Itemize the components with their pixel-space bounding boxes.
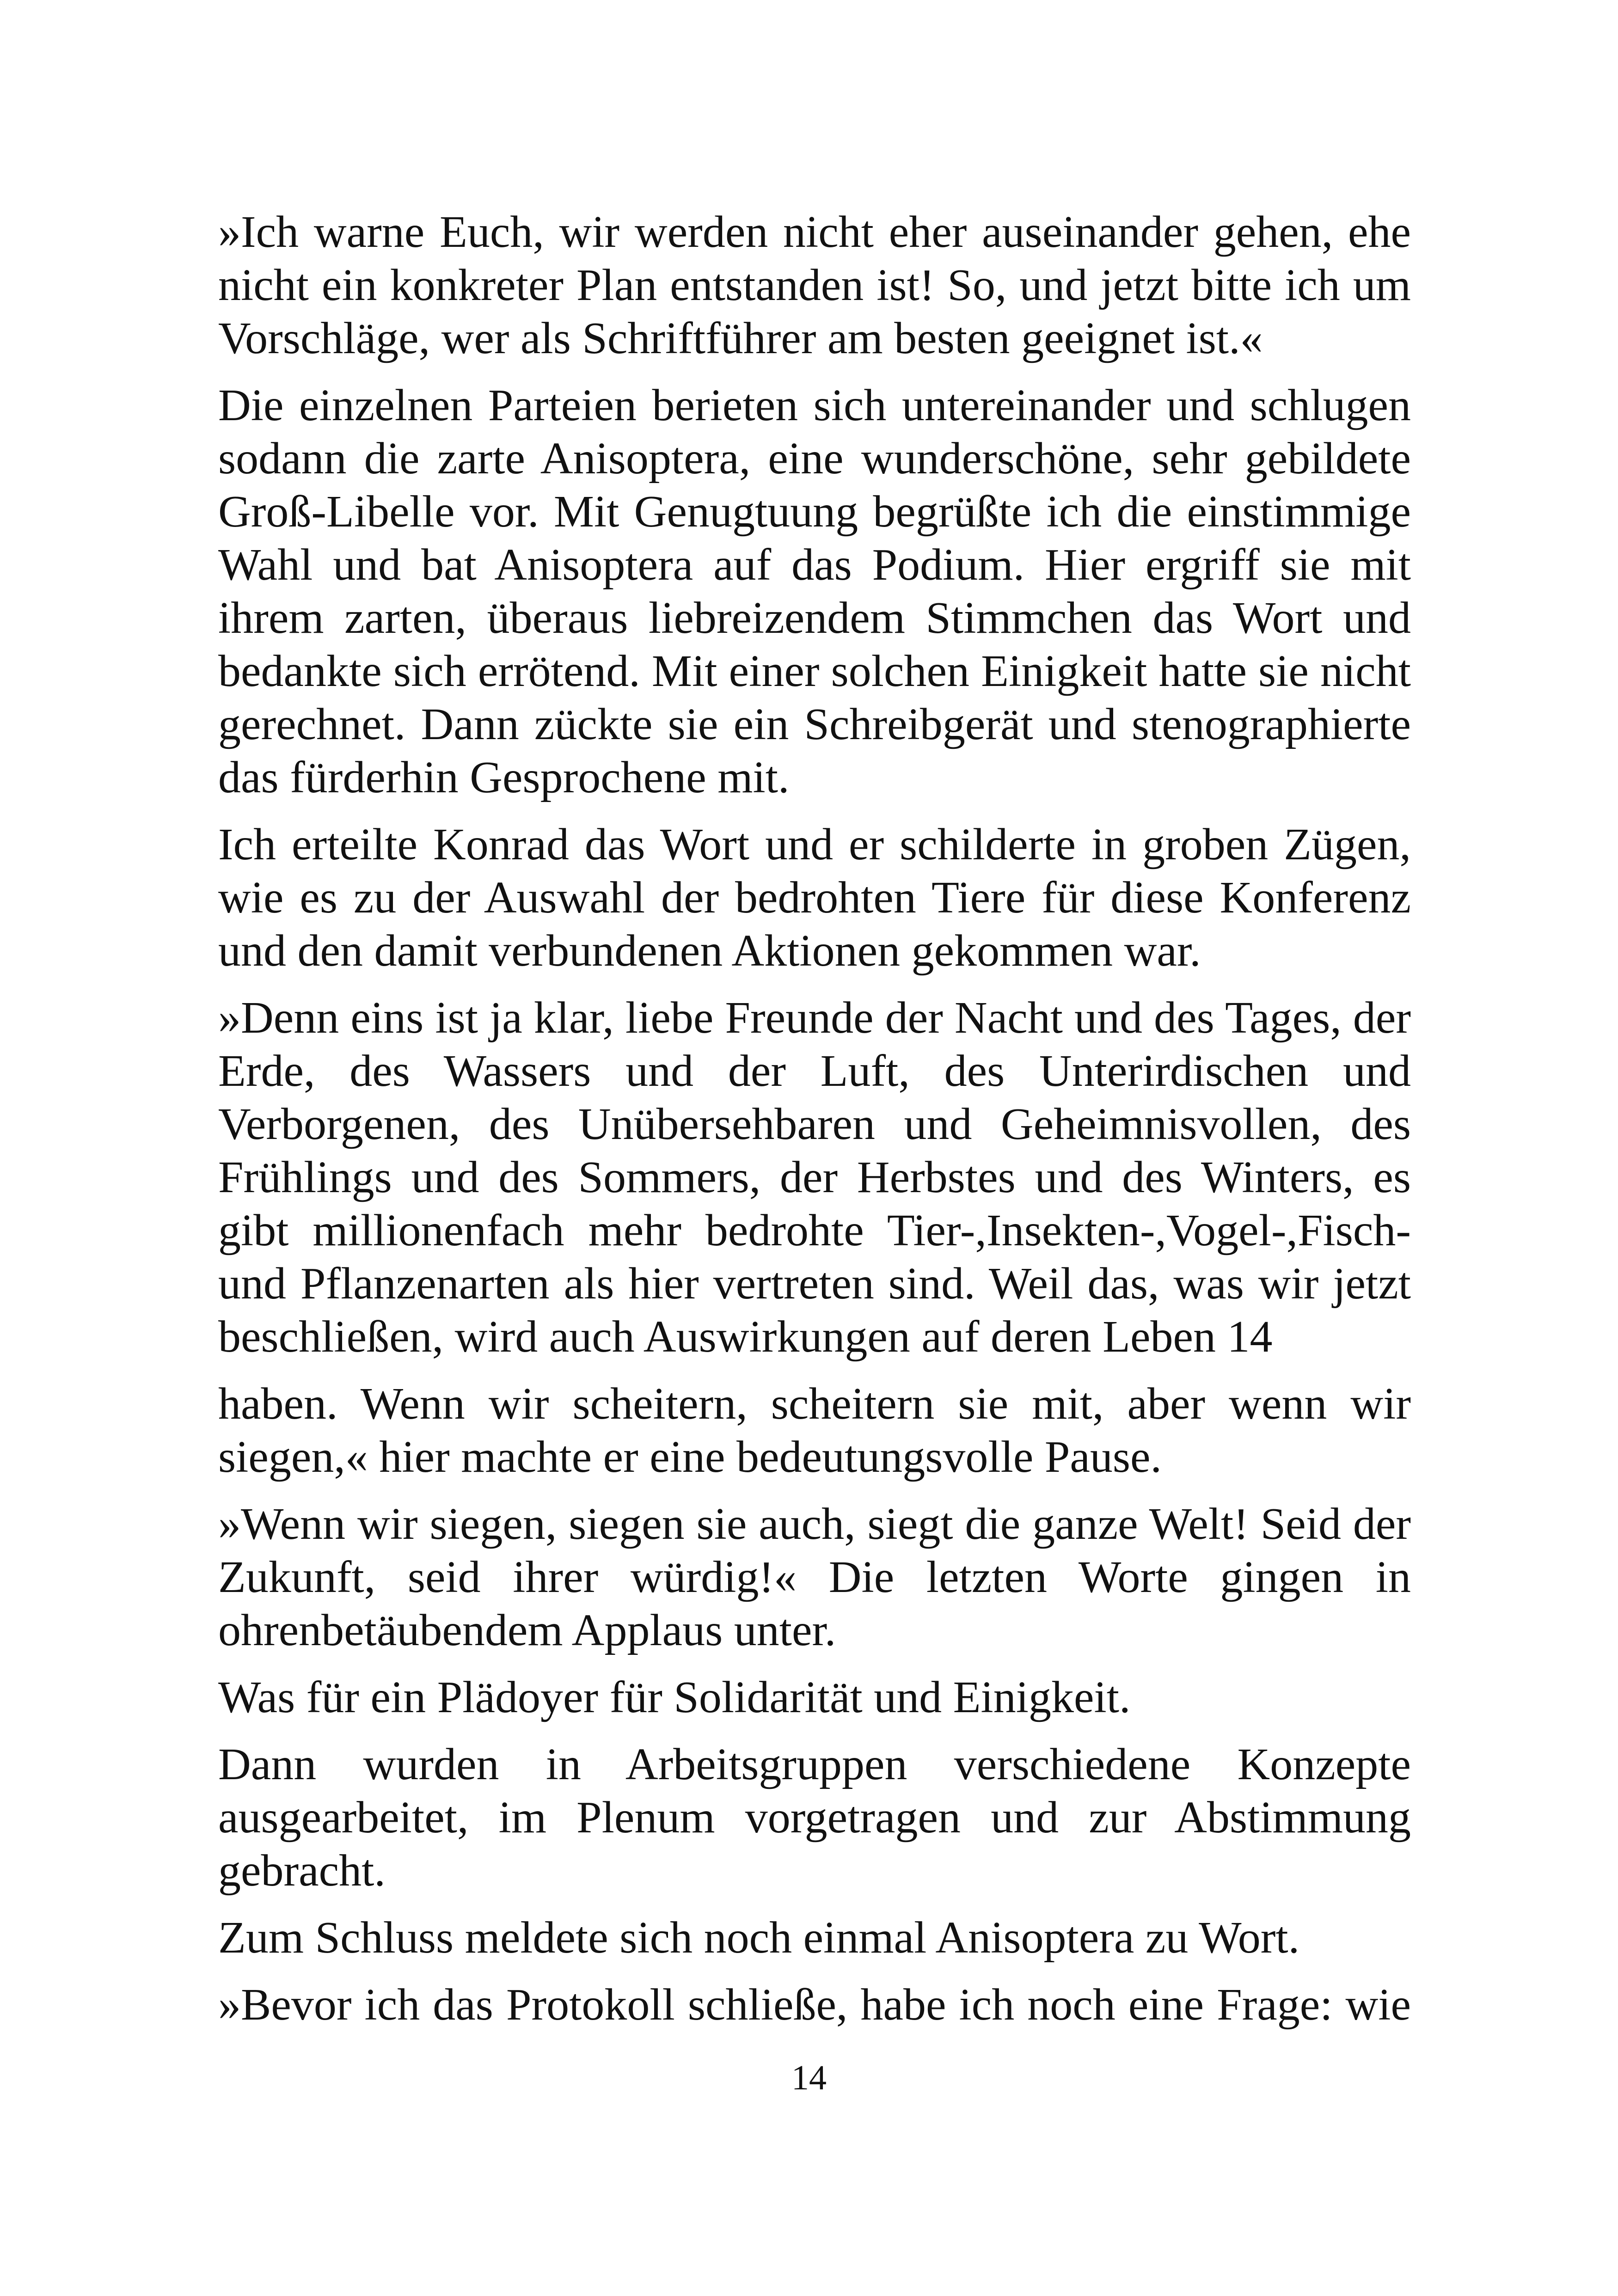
body-text xyxy=(218,206,1411,2045)
page-number: 14 xyxy=(791,2058,827,2097)
paragraph-8: Dann wurden in Arbeitsgruppen verschiedene Konzepte ausgearbeitet, im Plenum vorgetragen und zur Abstimmung gebracht. xyxy=(218,1739,1411,1896)
paragraph-6: »Wenn wir siegen, siegen sie auch, siegt die ganze Welt! Seid der Zukunft, seid ihrer würdig!« Die letzten Worte gingen in ohrenbetäubendem Applaus unter. xyxy=(218,1499,1411,1655)
paragraph-7: Was für ein Plädoyer für Solidarität und Einigkeit. xyxy=(218,1672,1131,1722)
paragraph-5: haben. Wenn wir scheitern, scheitern sie mit, aber wenn wir siegen,« hier machte er eine bedeutungsvolle Pause. xyxy=(218,1379,1411,1482)
paragraph-2: Die einzelnen Parteien berieten sich untereinander und schlugen sodann die zarte Anisoptera, eine wunderschöne, sehr gebildete Groß-Libelle vor. Mit Genugtuung begrüßte ich die einstimmige Wahl und bat Anisoptera auf das Podium. Hier ergriff sie mit ihrem zarten, überaus liebreizendem Stimmchen das Wort und bedankte sich errötend. Mit einer solchen Einigkeit hatte sie nicht gerechnet. Dann zückte sie ein Schreibgerät und stenographierte das fürderhin Gesprochene mit. xyxy=(218,380,1411,802)
paragraph-9: Zum Schluss meldete sich noch einmal Anisoptera zu Wort. xyxy=(218,1913,1300,1963)
paragraph-4: »Denn eins ist ja klar, liebe Freunde der Nacht und des Tages, der Erde, des Wassers und der Luft, des Unterirdischen und Verborgenen, des Unübersehbaren und Geheimnisvollen, des Frühlings und des Sommers, der Herbstes und des Winters, es gibt millionenfach mehr bedrohte Tier-,Insekten-,Vogel-,Fisch- und Pflanzenarten als hier vertreten sind. Weil das, was wir jetzt beschließen, wird auch Auswirkungen auf deren Leben 14 xyxy=(218,993,1411,1362)
paragraph-10: »Bevor ich das Protokoll schließe, habe ich noch eine Frage: wie xyxy=(218,1980,1411,2030)
paragraph-1: »Ich warne Euch, wir werden nicht eher auseinander gehen, ehe nicht ein konkreter Plan entstanden ist! So, und jetzt bitte ich um Vorschläge, wer als Schriftführer am besten geeignet ist.« xyxy=(218,207,1411,363)
paragraph-3: Ich erteilte Konrad das Wort und er schilderte in groben Zügen, wie es zu der Auswahl der bedrohten Tiere für diese Konferenz und den damit verbundenen Aktionen gekommen war. xyxy=(218,820,1411,976)
